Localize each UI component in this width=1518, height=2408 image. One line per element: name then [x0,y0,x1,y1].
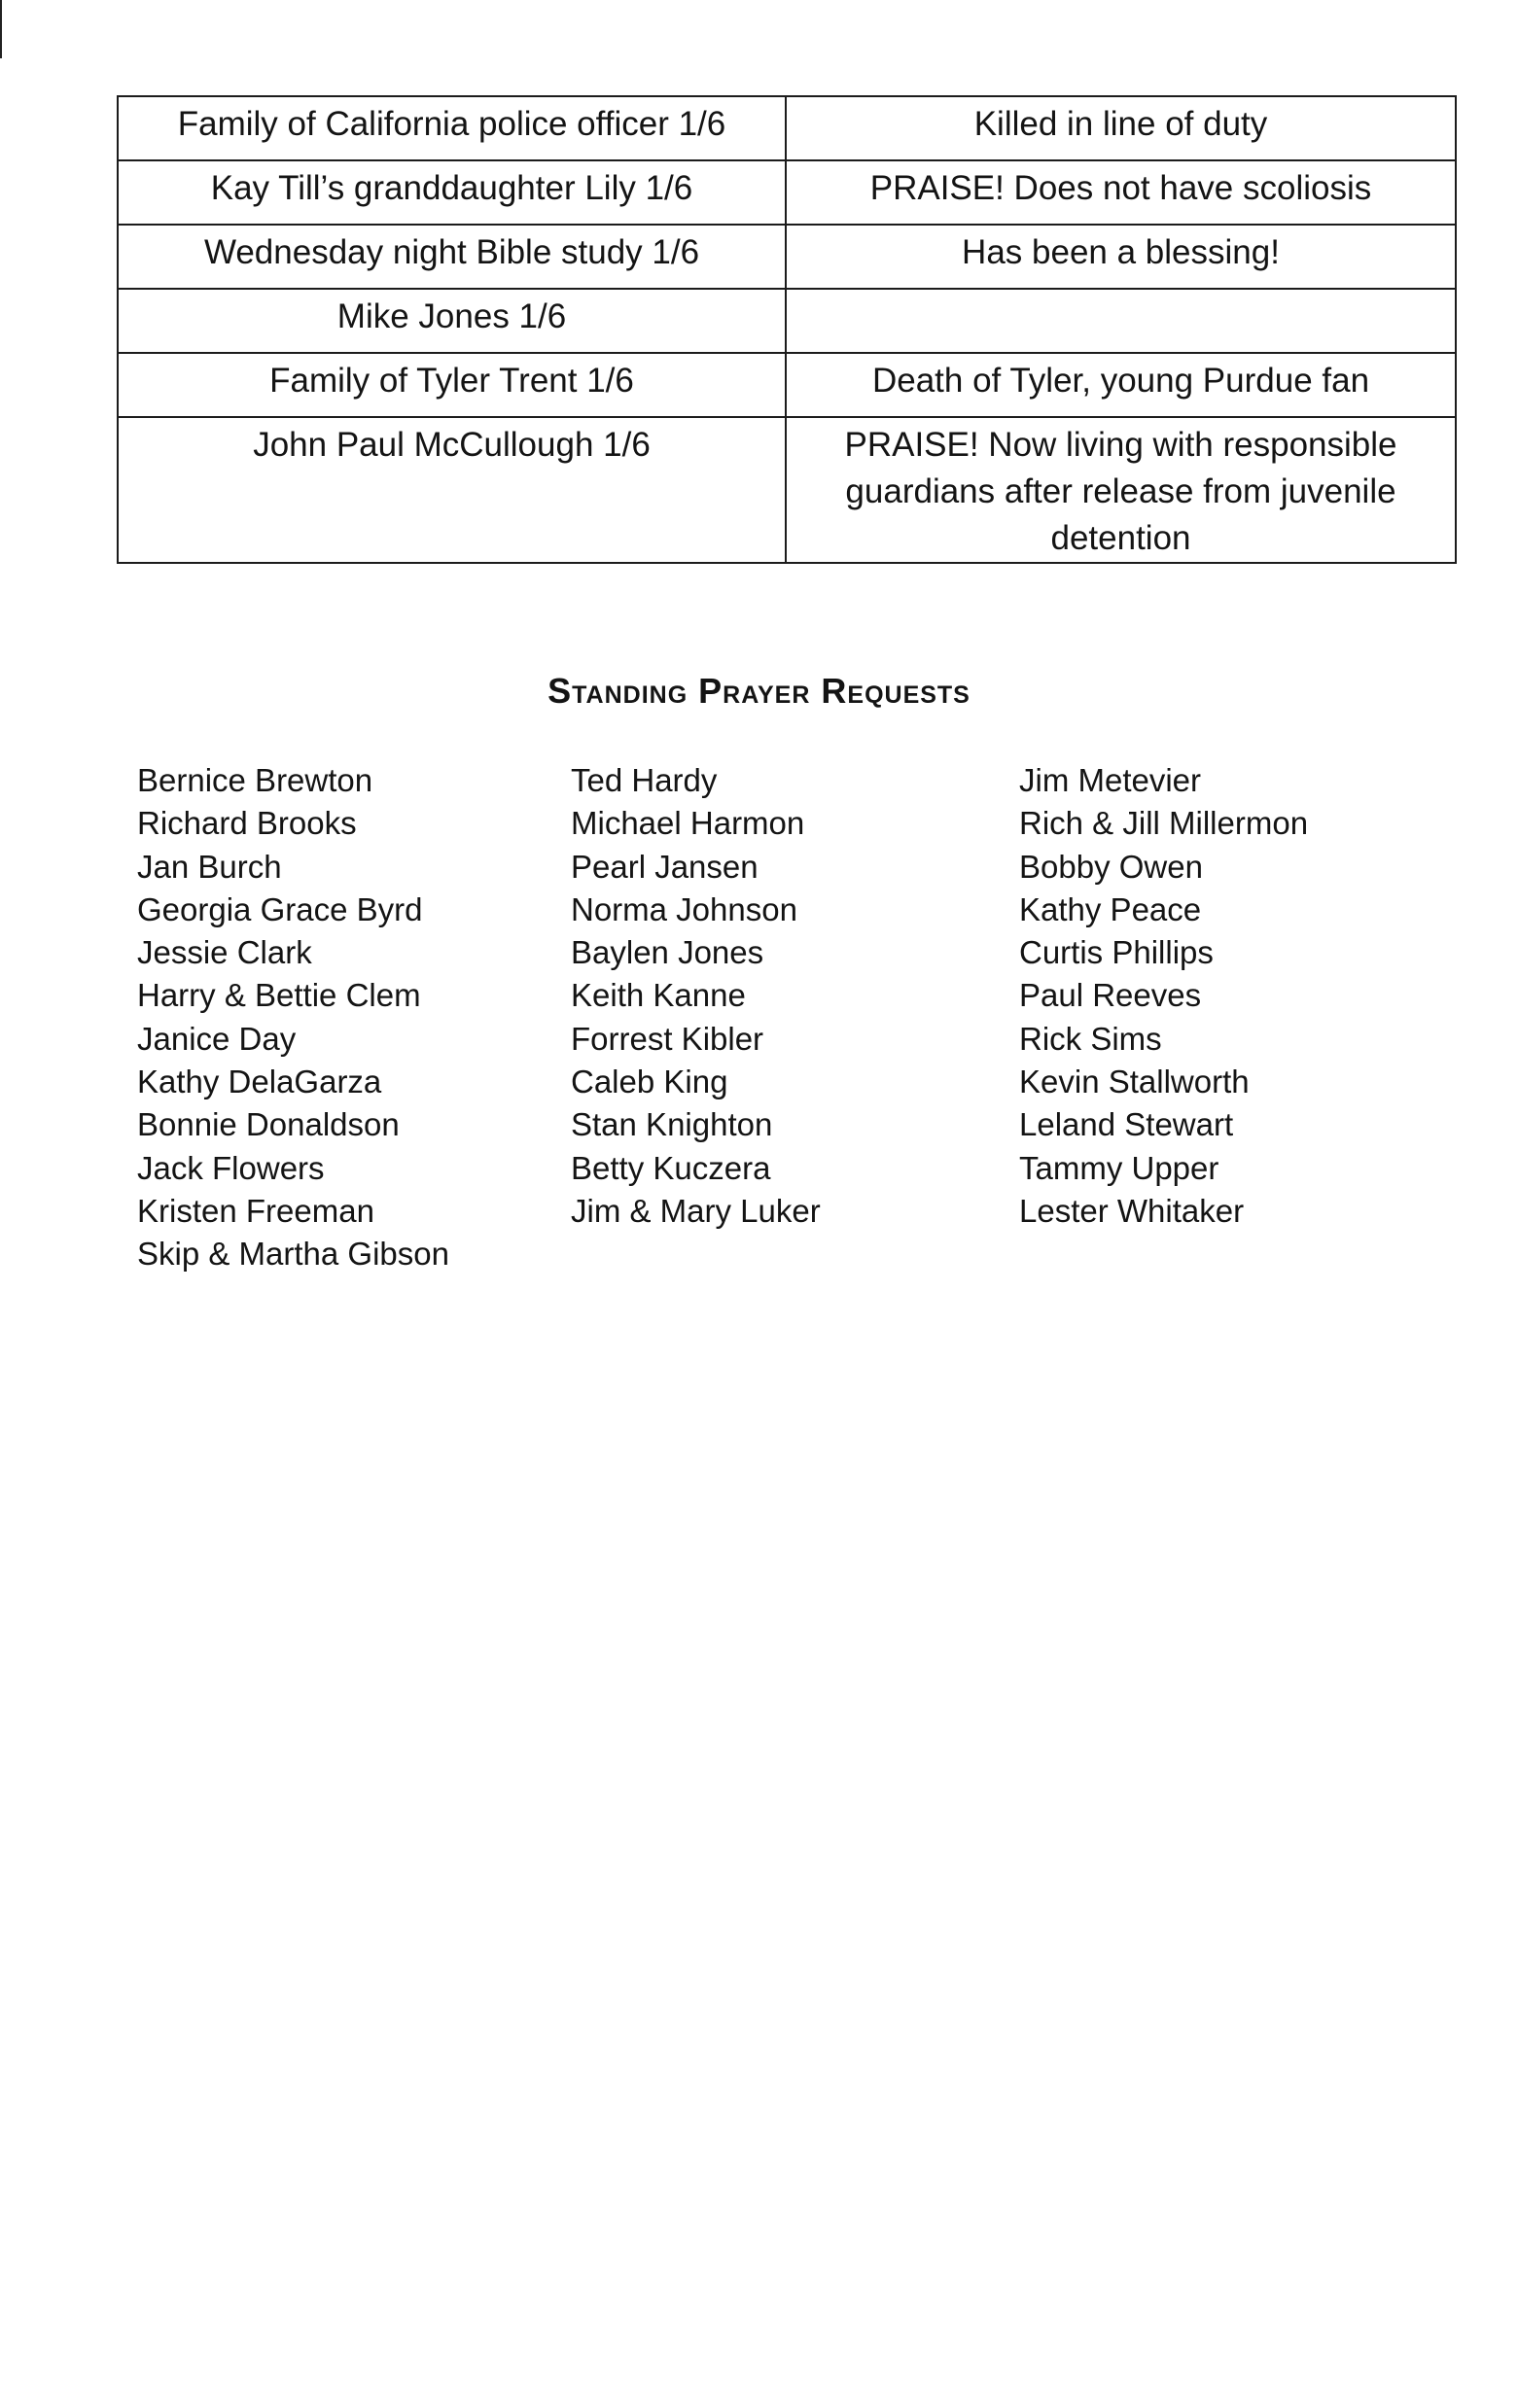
table-row [118,289,1456,353]
list-item: Skip & Martha Gibson [137,1236,449,1273]
prayer-updates-table [117,95,1457,564]
list-item: Ted Hardy [571,762,718,798]
table-row [118,417,1456,563]
request-name: Wednesday night Bible study 1/6 [118,225,786,289]
list-item: Harry & Bettie Clem [137,977,421,1014]
list-item: Richard Brooks [137,805,357,842]
request-name: Mike Jones 1/6 [118,289,786,353]
list-item: Bobby Owen [1019,848,1203,885]
request-note: PRAISE! Now living with responsible guardians after release from juvenile detention [786,417,1456,563]
request-name: John Paul McCullough 1/6 [118,417,786,563]
list-item: Kathy Peace [1019,890,1202,927]
request-name: Family of California police officer 1/6 [118,96,786,160]
list-item: Kristen Freeman [137,1192,374,1229]
list-item: Pearl Jansen [571,848,759,885]
list-item: Jim & Mary Luker [571,1192,821,1229]
standing-list-column-2 [571,759,821,1233]
page-edge-mark [0,0,2,58]
request-note [786,289,1456,353]
list-item: Baylen Jones [571,934,764,971]
list-item: Jan Burch [137,848,282,885]
list-item: Michael Harmon [571,805,805,842]
list-item: Bonnie Donaldson [137,1106,400,1143]
list-item: Lester Whitaker [1019,1192,1245,1229]
list-item: Bernice Brewton [137,762,373,798]
table-row [118,160,1456,225]
list-item: Rick Sims [1019,1020,1162,1057]
list-item: Leland Stewart [1019,1106,1234,1143]
list-item: Caleb King [571,1064,728,1100]
list-item: Tammy Upper [1019,1149,1219,1186]
table-row [118,96,1456,160]
list-item: Kathy DelaGarza [137,1064,382,1100]
list-item: Betty Kuczera [571,1149,771,1186]
request-name: Kay Till’s granddaughter Lily 1/6 [118,160,786,225]
standing-list-column-3 [1019,759,1308,1233]
table-row [118,225,1456,289]
list-item: Norma Johnson [571,890,797,927]
list-item: Kevin Stallworth [1019,1064,1250,1100]
list-item: Curtis Phillips [1019,934,1214,971]
list-item: Forrest Kibler [571,1020,764,1057]
request-note: PRAISE! Does not have scoliosis [786,160,1456,225]
table-row [118,353,1456,417]
standing-list-column-1 [137,759,449,1276]
list-item: Paul Reeves [1019,977,1202,1014]
list-item: Georgia Grace Byrd [137,890,423,927]
request-note: Death of Tyler, young Purdue fan [786,353,1456,417]
request-name: Family of Tyler Trent 1/6 [118,353,786,417]
request-note: Has been a blessing! [786,225,1456,289]
list-item: Rich & Jill Millermon [1019,805,1309,842]
request-note: Killed in line of duty [786,96,1456,160]
section-title: Standing Prayer Requests [547,671,971,711]
list-item: Janice Day [137,1020,297,1057]
list-item: Jessie Clark [137,934,312,971]
list-item: Keith Kanne [571,977,746,1014]
list-item: Jim Metevier [1019,762,1202,798]
list-item: Jack Flowers [137,1149,325,1186]
list-item: Stan Knighton [571,1106,773,1143]
